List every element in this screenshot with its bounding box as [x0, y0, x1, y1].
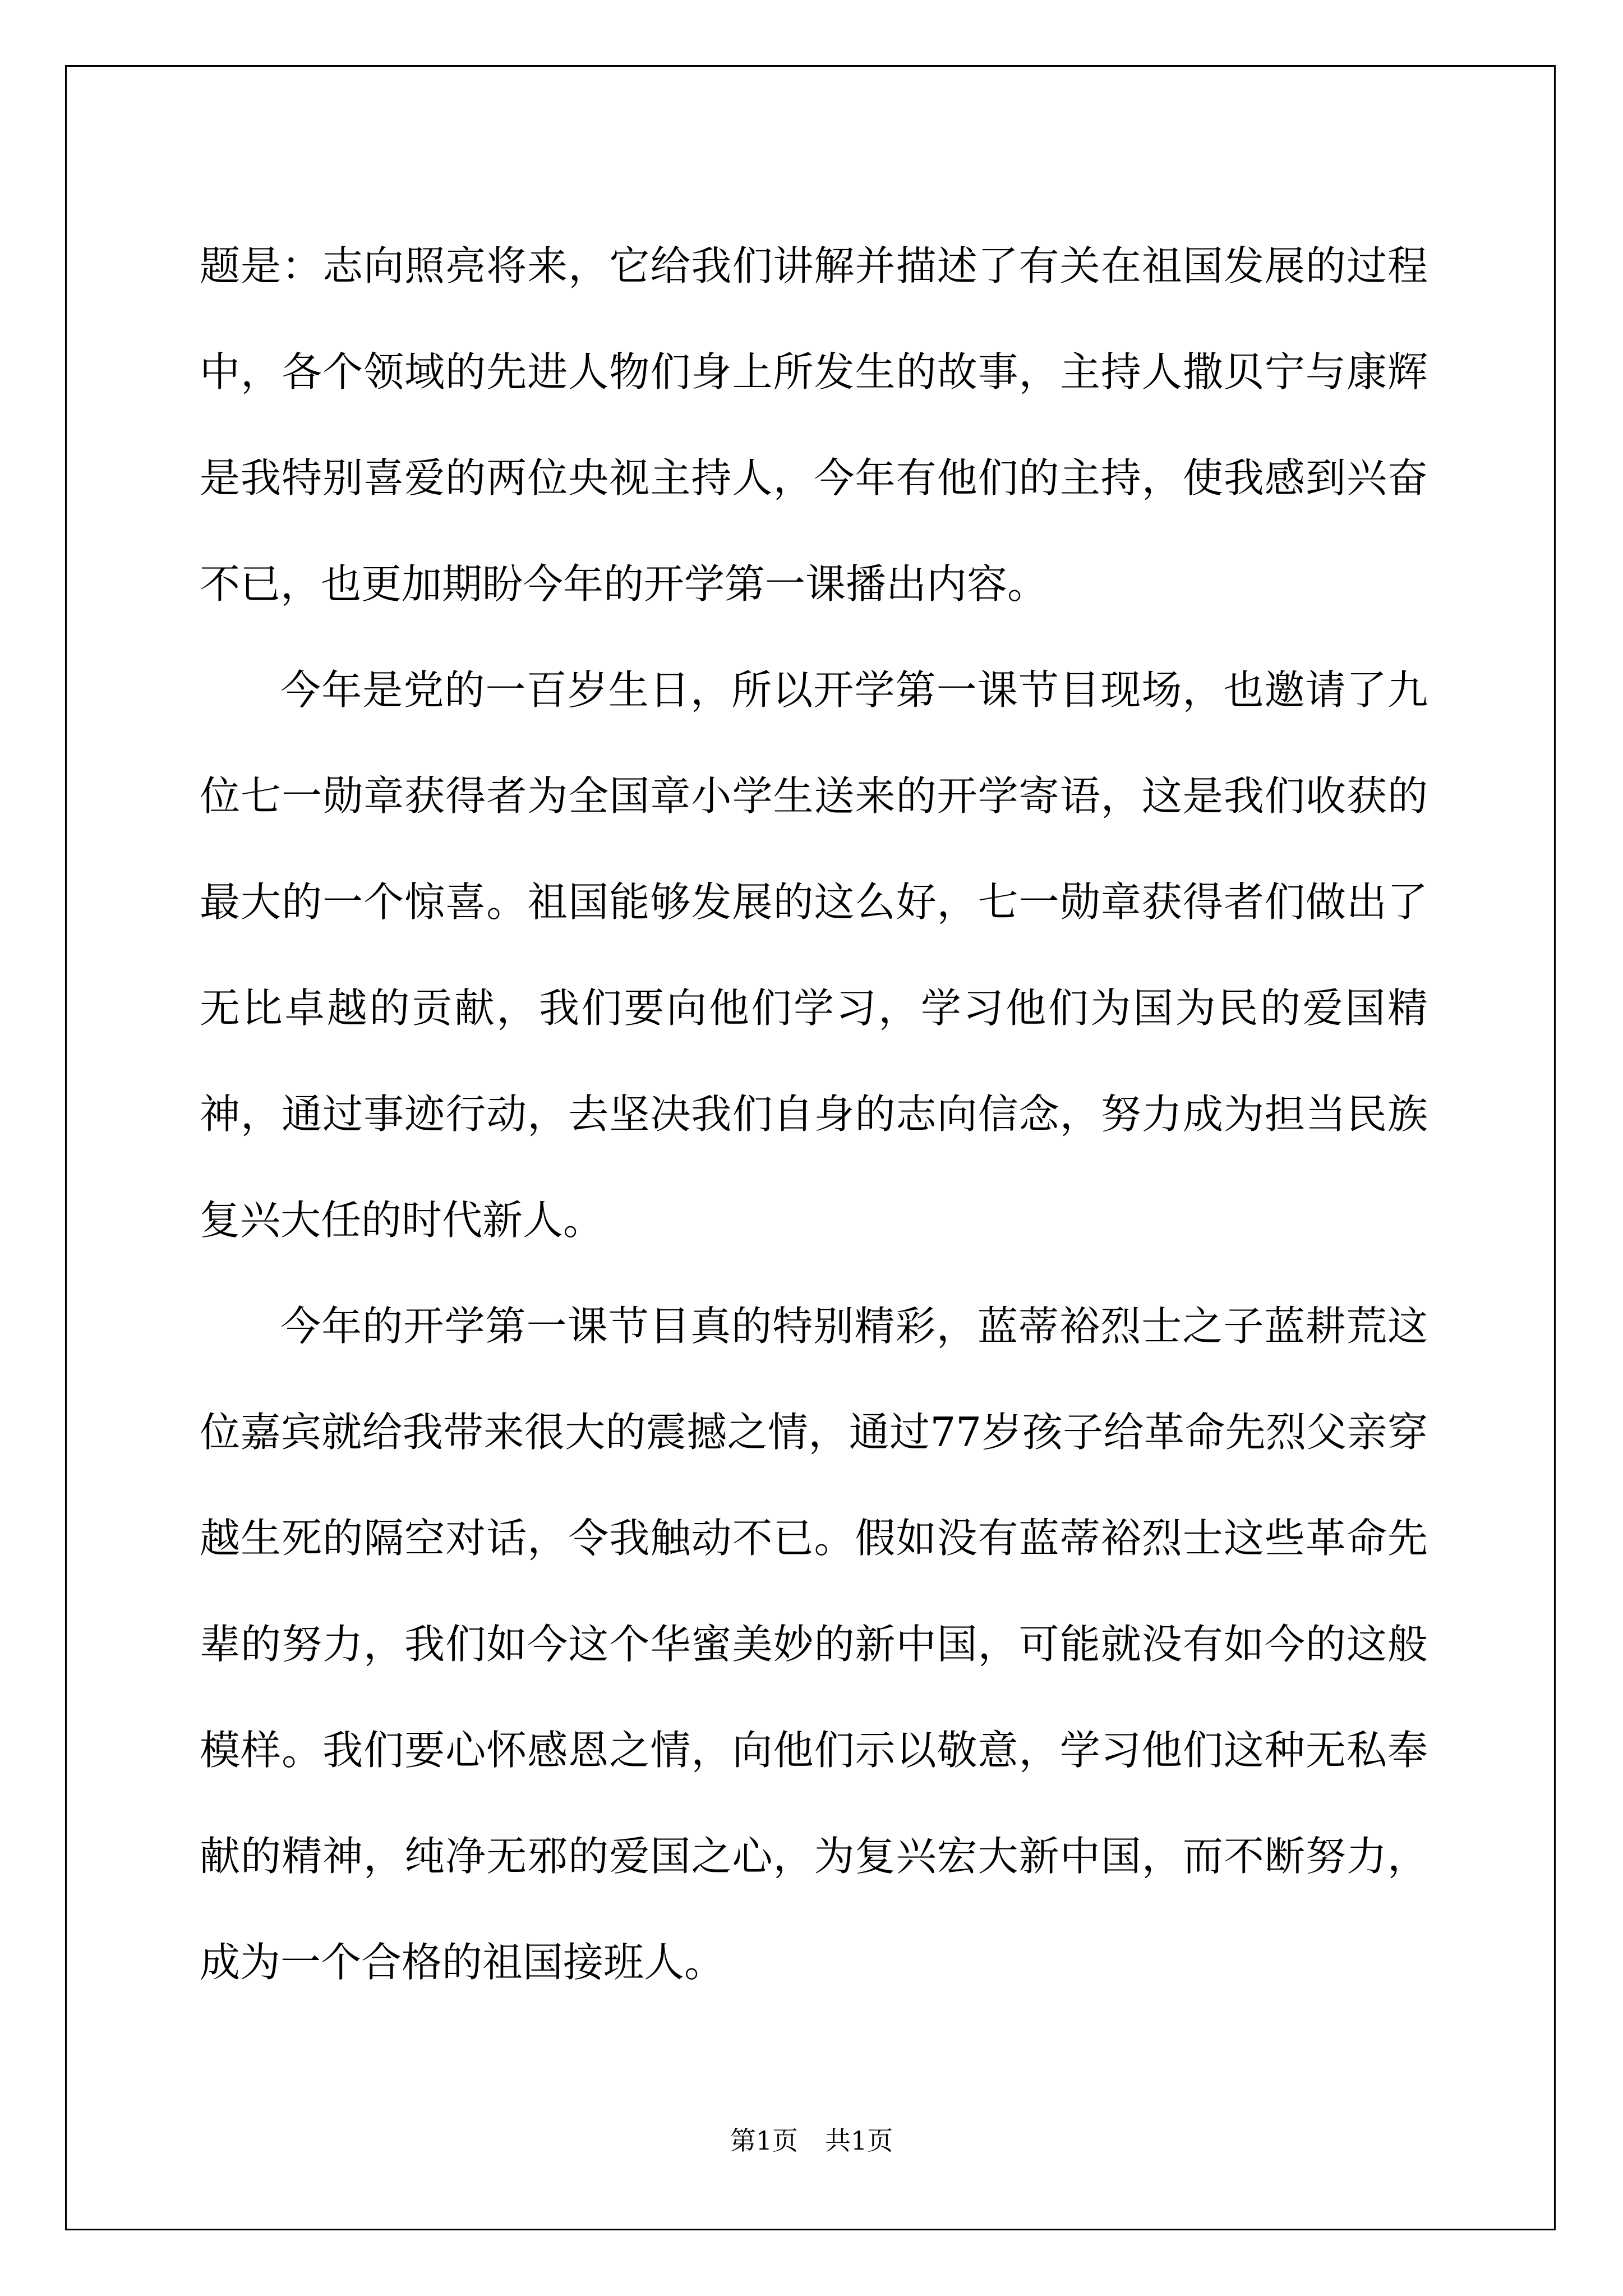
- document-body: [200, 213, 1428, 2016]
- paragraph-3: 今年的开学第一课节目真的特别精彩，蓝蒂裕烈士之子蓝耕荒这位嘉宾就给我带来很大的震撼之情，通过77岁孩子给革命先烈父亲穿越生死的隔空对话，令我触动不已。假如没有蓝蒂裕烈士这些革命先辈的努力，我们如今这个华蜜美妙的新中国，可能就没有如今的这般模样。我们要心怀感恩之情，向他们示以敬意，学习他们这种无私奉献的精神，纯净无邪的爱国之心，为复兴宏大新中国，而不断努力，成为一个合格的祖国接班人。: [200, 1303, 1428, 1986]
- page-number: 第1页: [730, 2125, 798, 2156]
- page-footer: [0, 2120, 1623, 2157]
- page-total: 共1页: [825, 2125, 893, 2156]
- paragraph-1: 题是：志向照亮将来，它给我们讲解并描述了有关在祖国发展的过程中，各个领域的先进人物们身上所发生的故事，主持人撒贝宁与康辉是我特别喜爱的两位央视主持人，今年有他们的主持，使我感到兴奋不已，也更加期盼今年的开学第一课播出内容。: [200, 242, 1428, 608]
- paragraph-2: 今年是党的一百岁生日，所以开学第一课节目现场，也邀请了九位七一勋章获得者为全国章小学生送来的开学寄语，这是我们收获的最大的一个惊喜。祖国能够发展的这么好，七一勋章获得者们做出了无比卓越的贡献，我们要向他们学习，学习他们为国为民的爱国精神，通过事迹行动，去坚决我们自身的志向信念，努力成为担当民族复兴大任的时代新人。: [200, 666, 1428, 1244]
